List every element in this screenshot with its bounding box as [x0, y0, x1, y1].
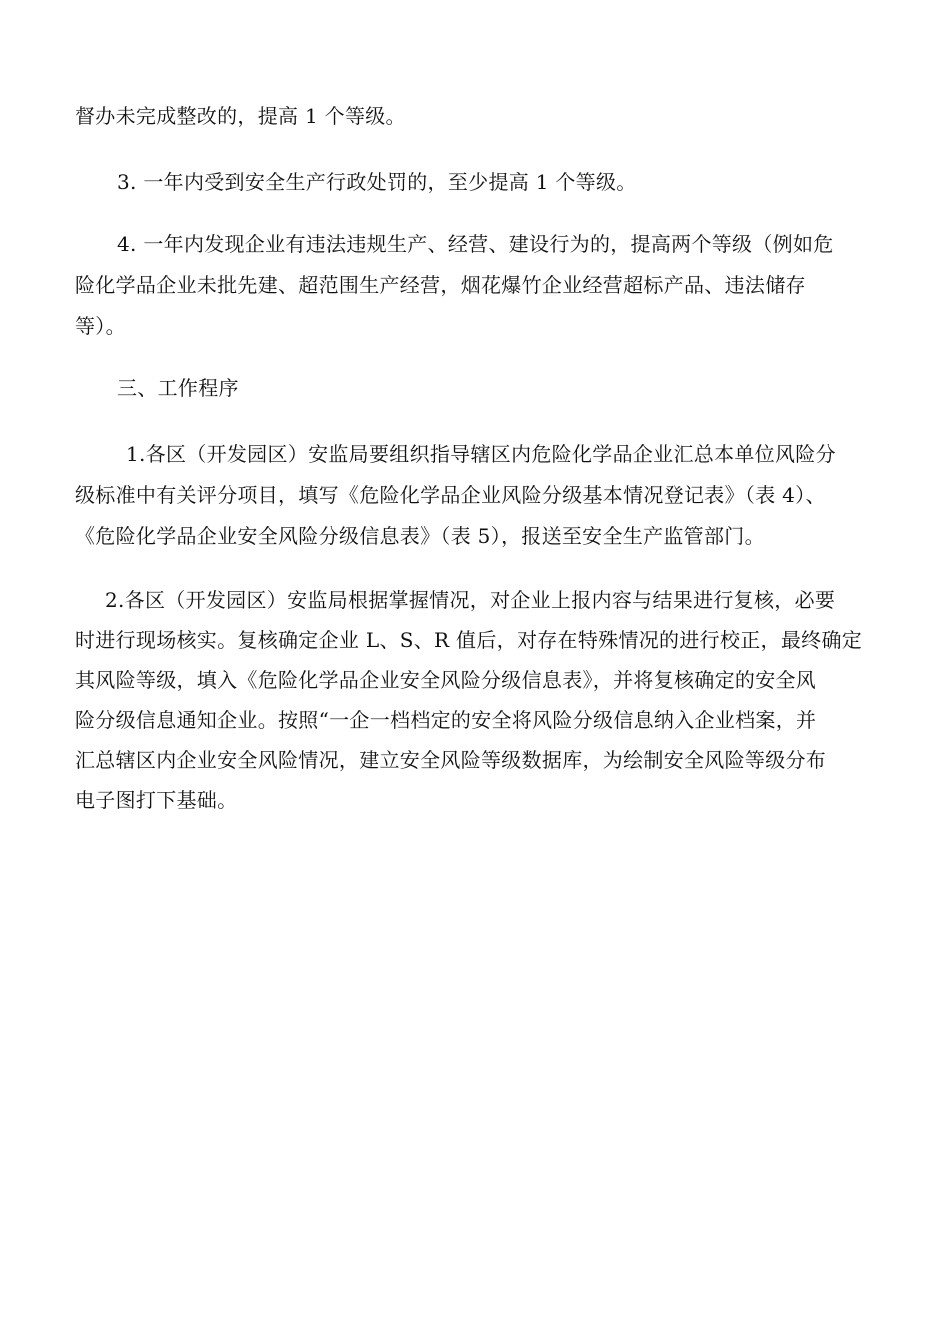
item-3-line: 3. 一年内受到安全生产行政处罚的，至少提高 1 个等级。: [117, 170, 637, 194]
procedure-2-line-6: 电子图打下基础。: [75, 788, 238, 812]
procedure-2-line-2: 时进行现场核实。复核确定企业 L、S、R 值后，对存在特殊情况的进行校正，最终确定: [75, 628, 863, 652]
procedure-2-line-1: 2.各区（开发园区）安监局根据掌握情况，对企业上报内容与结果进行复核，必要: [105, 588, 836, 612]
item-4-line-3: 等）。: [75, 314, 126, 338]
procedure-1-line-2: 级标准中有关评分项目，填写《危险化学品企业风险分级基本情况登记表》（表 4）、: [75, 483, 826, 507]
procedure-1-line-1: 1.各区（开发园区）安监局要组织指导辖区内危险化学品企业汇总本单位风险分: [126, 442, 836, 466]
procedure-2-line-5: 汇总辖区内企业安全风险情况，建立安全风险等级数据库，为绘制安全风险等级分布: [75, 748, 827, 772]
procedure-1-line-3: 《危险化学品企业安全风险分级信息表》（表 5），报送至安全生产监管部门。: [75, 524, 765, 548]
item-4-line-1: 4. 一年内发现企业有违法违规生产、经营、建设行为的，提高两个等级（例如危: [117, 232, 834, 256]
procedure-2-line-3: 其风险等级，填入《危险化学品企业安全风险分级信息表》，并将复核确定的安全风: [75, 668, 817, 692]
procedure-2-line-4: 险分级信息通知企业。按照“一企一档档定的安全将风险分级信息纳入企业档案，并: [75, 708, 817, 732]
paragraph-2-end-line: 督办未完成整改的，提高 1 个等级。: [75, 104, 406, 128]
item-4-line-2: 险化学品企业未批先建、超范围生产经营，烟花爆竹企业经营超标产品、违法储存: [75, 273, 806, 297]
section-heading: 三、工作程序: [117, 376, 239, 400]
